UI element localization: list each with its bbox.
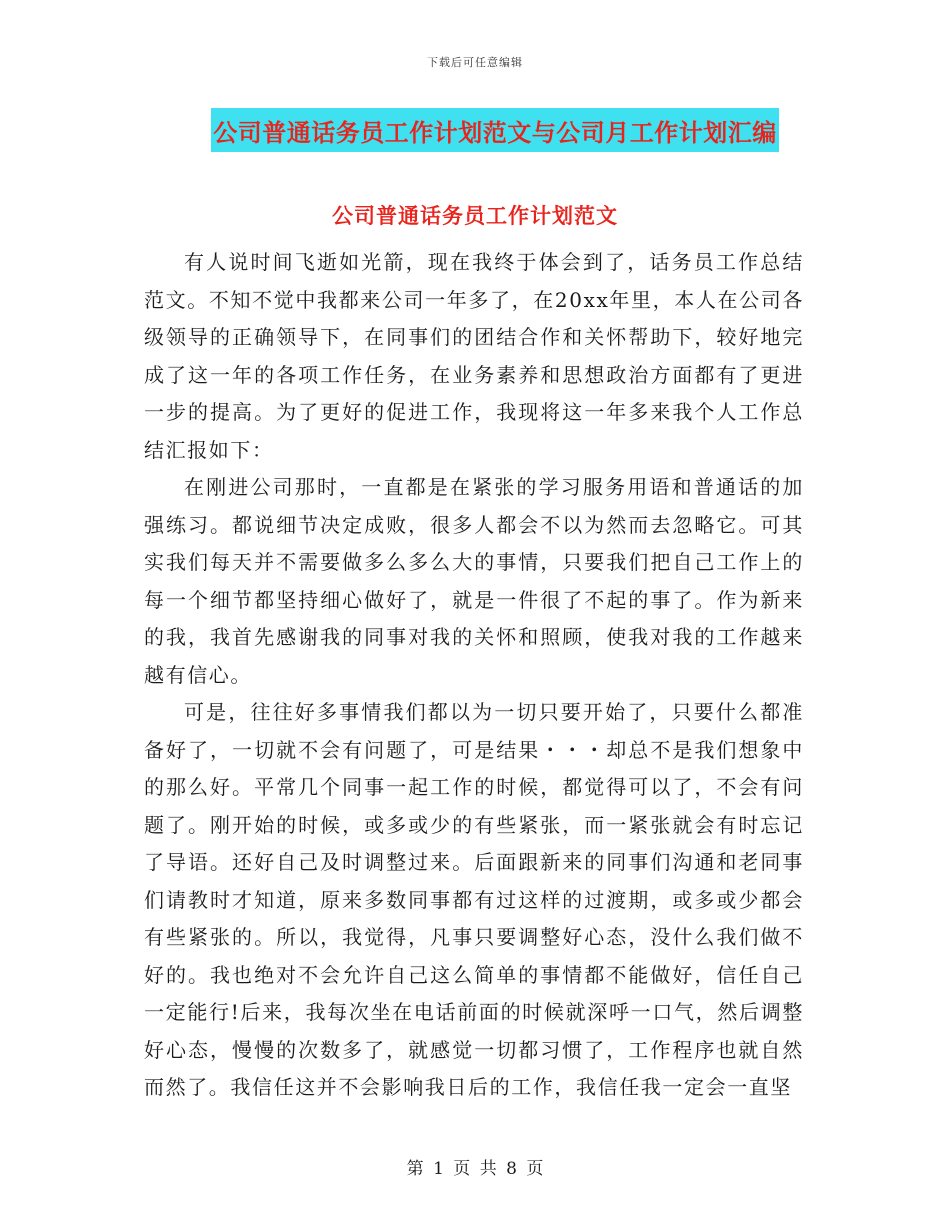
main-title: 公司普通话务员工作计划范文与公司月工作计划汇编 xyxy=(211,108,779,152)
paragraph-1: 有人说时间飞逝如光箭，现在我终于体会到了，话务员工作总结范文。不知不觉中我都来公司一年多了，在20xx年里，本人在公司各级领导的正确领导下，在同事们的团结合作和关怀帮助下，较好地完成了这一年的各项工作任务，在业务素养和思想政治方面都有了更进一步的提高。为了更好的促进工作，我现将这一年多来我个人工作总结汇报如下： xyxy=(144,250,804,462)
page-header-note: 下载后可任意编辑 xyxy=(427,56,523,69)
paragraph-3: 可是，往往好多事情我们都以为一切只要开始了，只要什么都准备好了，一切就不会有问题了，可是结果・・・却总不是我们想象中的那么好。平常几个同事一起工作的时候，都觉得可以了，不会有问题了。刚开始的时候，或多或少的有些紧张，而一紧张就会有时忘记了导语。还好自己及时调整过来。后面跟新来的同事们沟通和老同事们请教时才知道，原来多数同事都有过这样的过渡期，或多或少都会有些紧张的。所以，我觉得，凡事只要调整好心态，没什么我们做不好的。我也绝对不会允许自己这么简单的事情都不能做好，信任自己一定能行!后来，我每次坐在电话前面的时候就深呼一口气，然后调整好心态，慢慢的次数多了，就感觉一切都习惯了，工作程序也就自然而然了。我信任这并不会影响我日后的工作，我信任我一定会一直坚 xyxy=(144,700,804,1099)
main-title-container xyxy=(0,108,950,152)
document-body xyxy=(144,244,804,1107)
page-number: 第 1 页 共 8 页 xyxy=(406,1159,544,1179)
paragraph-2: 在刚进公司那时，一直都是在紧张的学习服务用语和普通话的加强练习。都说细节决定成败，很多人都会不以为然而去忽略它。可其实我们每天并不需要做多么多么大的事情，只要我们把自己工作上的每一个细节都坚持细心做好了，就是一件很了不起的事了。作为新来的我，我首先感谢我的同事对我的关怀和照顾，使我对我的工作越来越有信心。 xyxy=(144,475,804,687)
section-title: 公司普通话务员工作计划范文 xyxy=(332,204,618,228)
